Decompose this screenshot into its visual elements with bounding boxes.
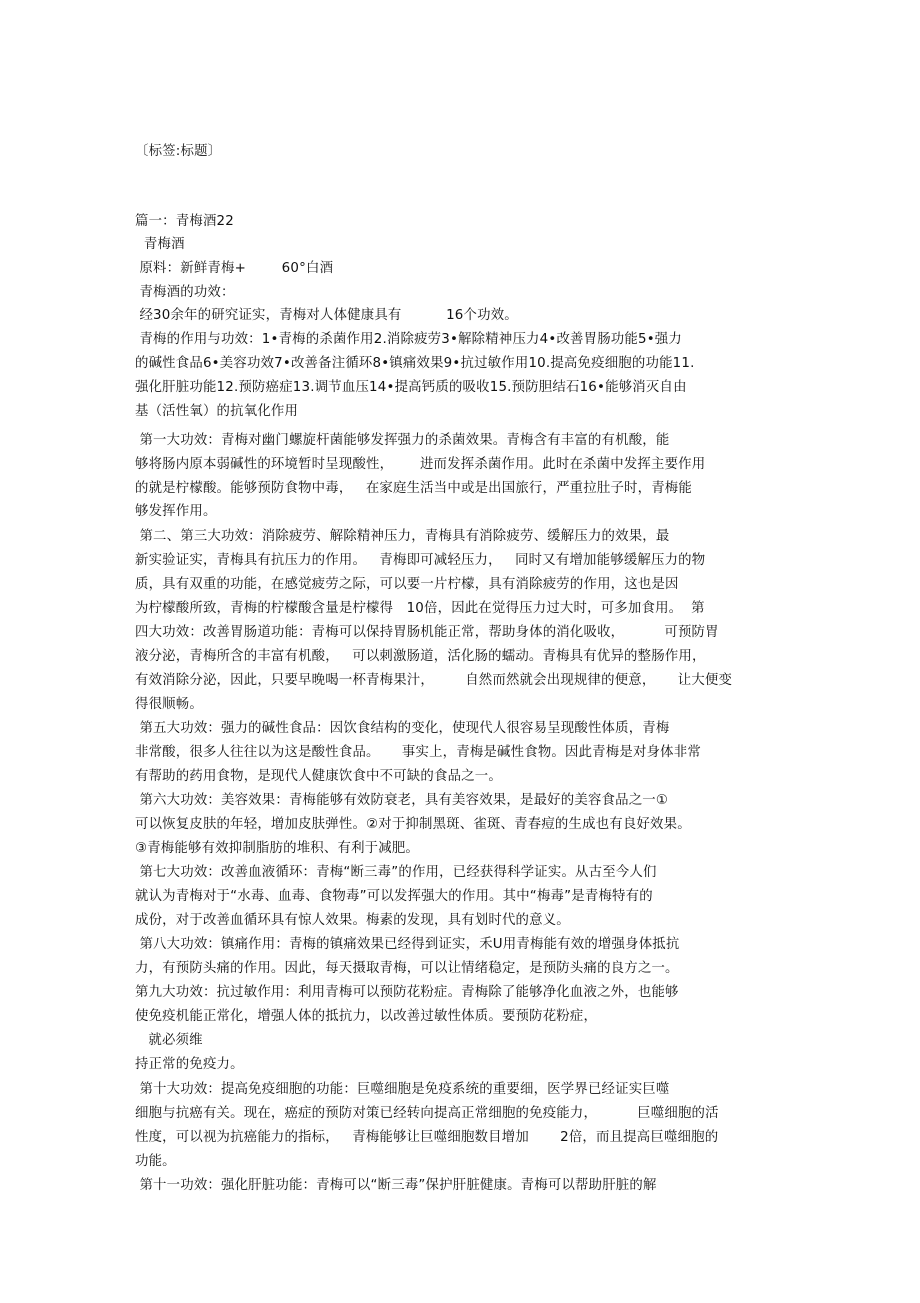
text-line: 的碱性食品6•美容功效7•改善备注循环8•镇痛效果9•抗过敏作用10.提高免疫细胞的功能11. xyxy=(135,356,695,371)
text-line: 青梅的作用与功效：1•青梅的杀菌作用2.消除疲劳3•解除精神压力4•改善胃肠功能5•强力 xyxy=(135,332,682,347)
text-line: ③青梅能够有效抑制脂肪的堆积、有利于减肥。 xyxy=(135,841,420,856)
text-line: 第十大功效：提高免疫细胞的功能：巨噬细胞是免疫系统的重要细，医学界已经证实巨噬 xyxy=(135,1082,670,1097)
text-line: 有效消除分泌，因此，只要早晚喝一杯青梅果汁， 自然而然就会出现规律的便意， 让大便变 xyxy=(135,673,733,688)
text-line: 强化肝脏功能12.预防癌症13.调节血压14•提高钙质的吸收15.预防胆结石16•能够消灭自由 xyxy=(135,380,687,395)
text-line: 基（活性氧）的抗氧化作用 xyxy=(135,404,299,419)
text-line: 第十一功效：强化肝脏功能：青梅可以“断三毒”保护肝脏健康。青梅可以帮助肝脏的解 xyxy=(135,1178,657,1193)
text-line: 力，有预防头痛的作用。因此，每天摄取青梅，可以让情绪稳定，是预防头痛的良方之一。 xyxy=(135,961,679,976)
text-line: 非常酸，很多人往往以为这是酸性食品。 事实上，青梅是碱性食物。因此青梅是对身体非常 xyxy=(135,745,701,760)
text-line: 够将肠内原本弱碱性的环境暂时呈现酸性， 进而发挥杀菌作用。此时在杀菌中发挥主要作用 xyxy=(135,457,706,472)
text-line: 成份，对于改善血循环具有惊人效果。梅素的发现，具有划时代的意义。 xyxy=(135,913,570,928)
section-heading: 篇一：青梅酒22 xyxy=(135,214,234,229)
text-line: 液分泌，青梅所含的丰富有机酸， 可以刺激肠道，活化肠的蠕动。青梅具有优异的整肠作用， xyxy=(135,649,706,664)
text-line: 第六大功效：美容效果：青梅能够有效防衰老，具有美容效果，是最好的美容食品之一① xyxy=(135,793,669,808)
text-line: 第九大功效：抗过敏作用：利用青梅可以预防花粉症。青梅除了能够净化血液之外，也能够 xyxy=(135,985,679,1000)
text-line: 新实验证实，青梅具有抗压力的作用。 青梅即可减轻压力， 同时又有增加能够缓解压力的物 xyxy=(135,553,706,568)
product-title: 青梅酒 xyxy=(135,237,185,252)
text-line: 质，具有双重的功能，在感觉疲劳之际，可以要一片柠檬，具有消除疲劳的作用，这也是因 xyxy=(135,577,679,592)
text-line: 功能。 xyxy=(135,1154,176,1169)
text-line: 有帮助的药用食物，是现代人健康饮食中不可缺的食品之一。 xyxy=(135,769,502,784)
ingredients-line: 原料：新鲜青梅+ 60°白酒 xyxy=(135,261,334,276)
text-line: 就必须维 xyxy=(135,1033,203,1048)
text-line: 使免疫机能正常化，增强人体的抵抗力，以改善过敏性体质。要预防花粉症， xyxy=(135,1009,598,1024)
text-line: 经30余年的研究证实，青梅对人体健康具有 16个功效。 xyxy=(135,308,518,323)
text-line: 够发挥作用。 xyxy=(135,504,217,519)
text-line: 持正常的免疫力。 xyxy=(135,1057,244,1072)
text-line: 就认为青梅对于“水毒、血毒、食物毒”可以发挥强大的作用。其中“梅毒”是青梅特有的 xyxy=(135,889,653,904)
text-line: 第一大功效：青梅对幽门螺旋杆菌能够发挥强力的杀菌效果。青梅含有丰富的有机酸，能 xyxy=(135,433,670,448)
text-line: 的就是柠檬酸。能够预防食物中毒， 在家庭生活当中或是出国旅行，严重拉肚子时，青梅能 xyxy=(135,481,692,496)
tag-label: 〔标签:标题〕 xyxy=(135,144,222,159)
text-line: 四大功效：改善胃肠道功能：青梅可以保持胃肠机能正常，帮助身体的消化吸收， 可预防胃 xyxy=(135,625,719,640)
text-line: 第七大功效：改善血液循环：青梅“断三毒”的作用，已经获得科学证实。从古至今人们 xyxy=(135,865,657,880)
text-line: 得很顺畅。 xyxy=(135,697,203,712)
text-line: 性度，可以视为抗癌能力的指标， 青梅能够让巨噬细胞数目增加 2倍，而且提高巨噬细胞的 xyxy=(135,1130,719,1145)
text-line: 第二、第三大功效：消除疲劳、解除精神压力，青梅具有消除疲劳、缓解压力的效果，最 xyxy=(135,529,670,544)
text-line: 可以恢复皮肤的年轻，增加皮肤弹性。②对于抑制黑斑、雀斑、青春痘的生成也有良好效果。 xyxy=(135,817,691,832)
text-line: 第八大功效：镇痛作用：青梅的镇痛效果已经得到证实，禾U用青梅能有效的增强身体抵抗 xyxy=(135,937,680,952)
benefits-heading: 青梅酒的功效： xyxy=(135,285,235,300)
text-line: 第五大功效：强力的碱性食品：因饮食结构的变化，使现代人很容易呈现酸性体质，青梅 xyxy=(135,721,670,736)
text-line: 细胞与抗癌有关。现在，癌症的预防对策已经转向提高正常细胞的免疫能力， 巨噬细胞的活 xyxy=(135,1106,719,1121)
text-line: 为柠檬酸所致，青梅的柠檬酸含量是柠檬得 10倍，因此在觉得压力过大时，可多加食用。 第 xyxy=(135,601,705,616)
